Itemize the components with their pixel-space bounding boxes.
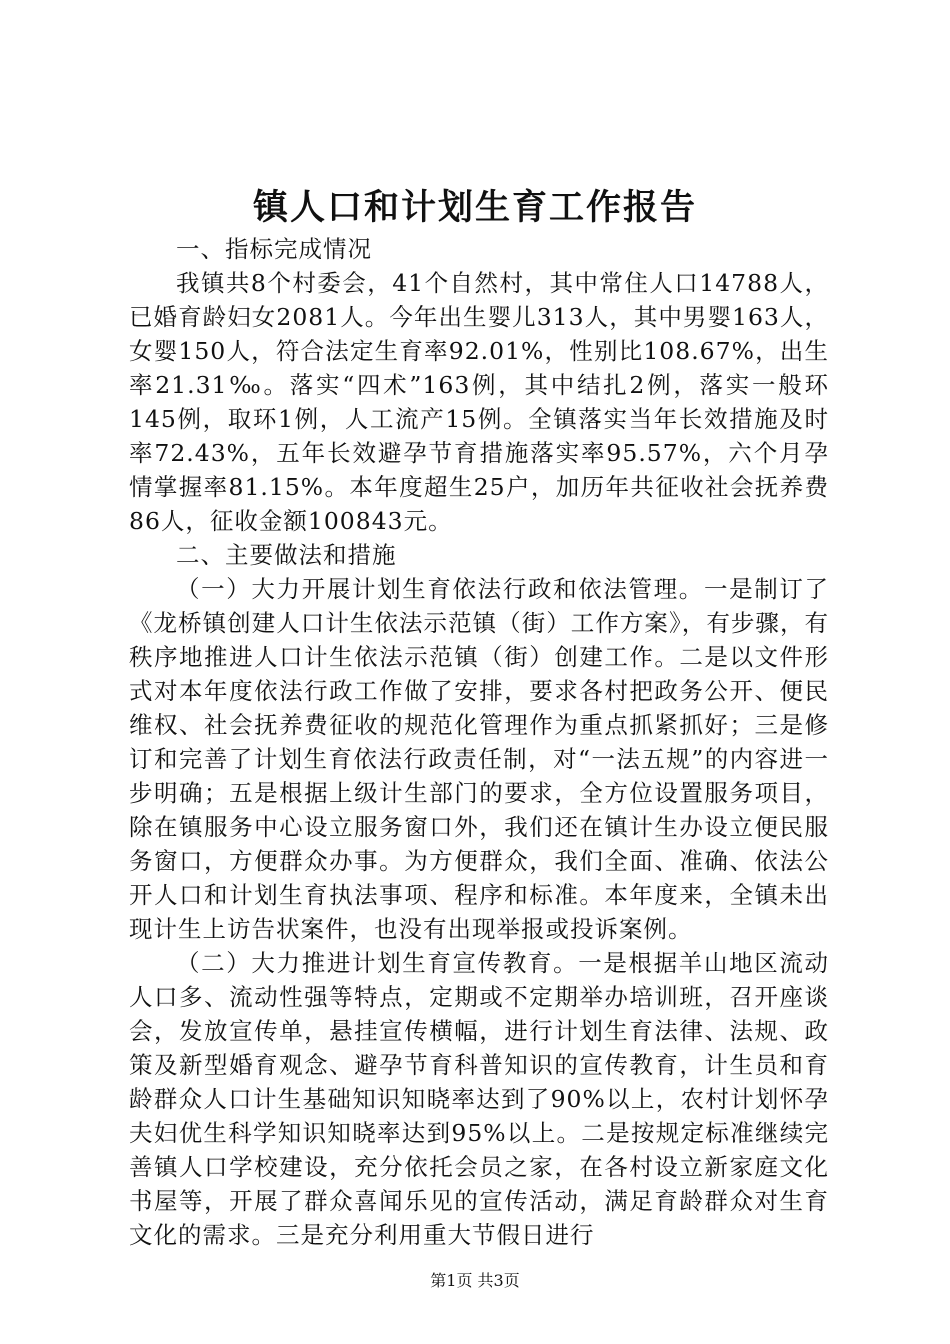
paragraph-law-administration: （一）大力开展计划生育依法行政和依法管理。一是制订了《龙桥镇创建人口计生依法示范镇（街）工作方案》，有步骤，有秩序地推进人口计生依法示范镇（街）创建工作。二是以文件形式对本年度依法行政工作做了安排，要求各村把政务公开、便民维权、社会抚养费征收的规范化管理作为重点抓紧抓好；三是修订和完善了计划生育依法行政责任制，对“一法五规”的内容进一步明确；五是根据上级计生部门的要求，全方位设置服务项目，除在镇服务中心设立服务窗口外，我们还在镇计生办设立便民服务窗口，方便群众办事。为方便群众，我们全面、准确、依法公开人口和计划生育执法事项、程序和标准。本年度来，全镇未出现计生上访告状案件，也没有出现举报或投诉案例。 <box>129 575 829 943</box>
section-heading-1: 一、指标完成情况 <box>176 235 372 263</box>
paragraph-publicity-education: （二）大力推进计划生育宣传教育。一是根据羊山地区流动人口多、流动性强等特点，定期或不定期举办培训班，召开座谈会，发放宣传单，悬挂宣传横幅，进行计划生育法律、法规、政策及新型婚育观念、避孕节育科普知识的宣传教育，计生员和育龄群众人口计生基础知识知晓率达到了90%以上，农村计划怀孕夫妇优生科学知识知晓率达到95%以上。二是按规定标准继续完善镇人口学校建设，充分依托会员之家，在各村设立新家庭文化书屋等，开展了群众喜闻乐见的宣传活动，满足育龄群众对生育文化的需求。三是充分利用重大节假日进行 <box>129 949 829 1249</box>
document-body <box>129 232 829 1252</box>
section-heading-2: 二、主要做法和措施 <box>176 541 397 569</box>
document-title: 镇人口和计划生育工作报告 <box>252 187 697 228</box>
paragraph-indicators: 我镇共8个村委会，41个自然村，其中常住人口14788人，已婚育龄妇女2081人。今年出生婴儿313人，其中男婴163人，女婴150人，符合法定生育率92.01%，性别比108.67%，出生率21.31‰。落实“四术”163例，其中结扎2例，落实一般环145例，取环1例，人工流产15例。全镇落实当年长效措施及时率72.43%，五年长效避孕节育措施落实率95.57%，六个月孕情掌握率81.15%。本年度超生25户，加历年共征收社会抚养费86人，征收金额100843元。 <box>129 269 829 535</box>
page-footer: 第1页 共3页 <box>430 1271 520 1290</box>
